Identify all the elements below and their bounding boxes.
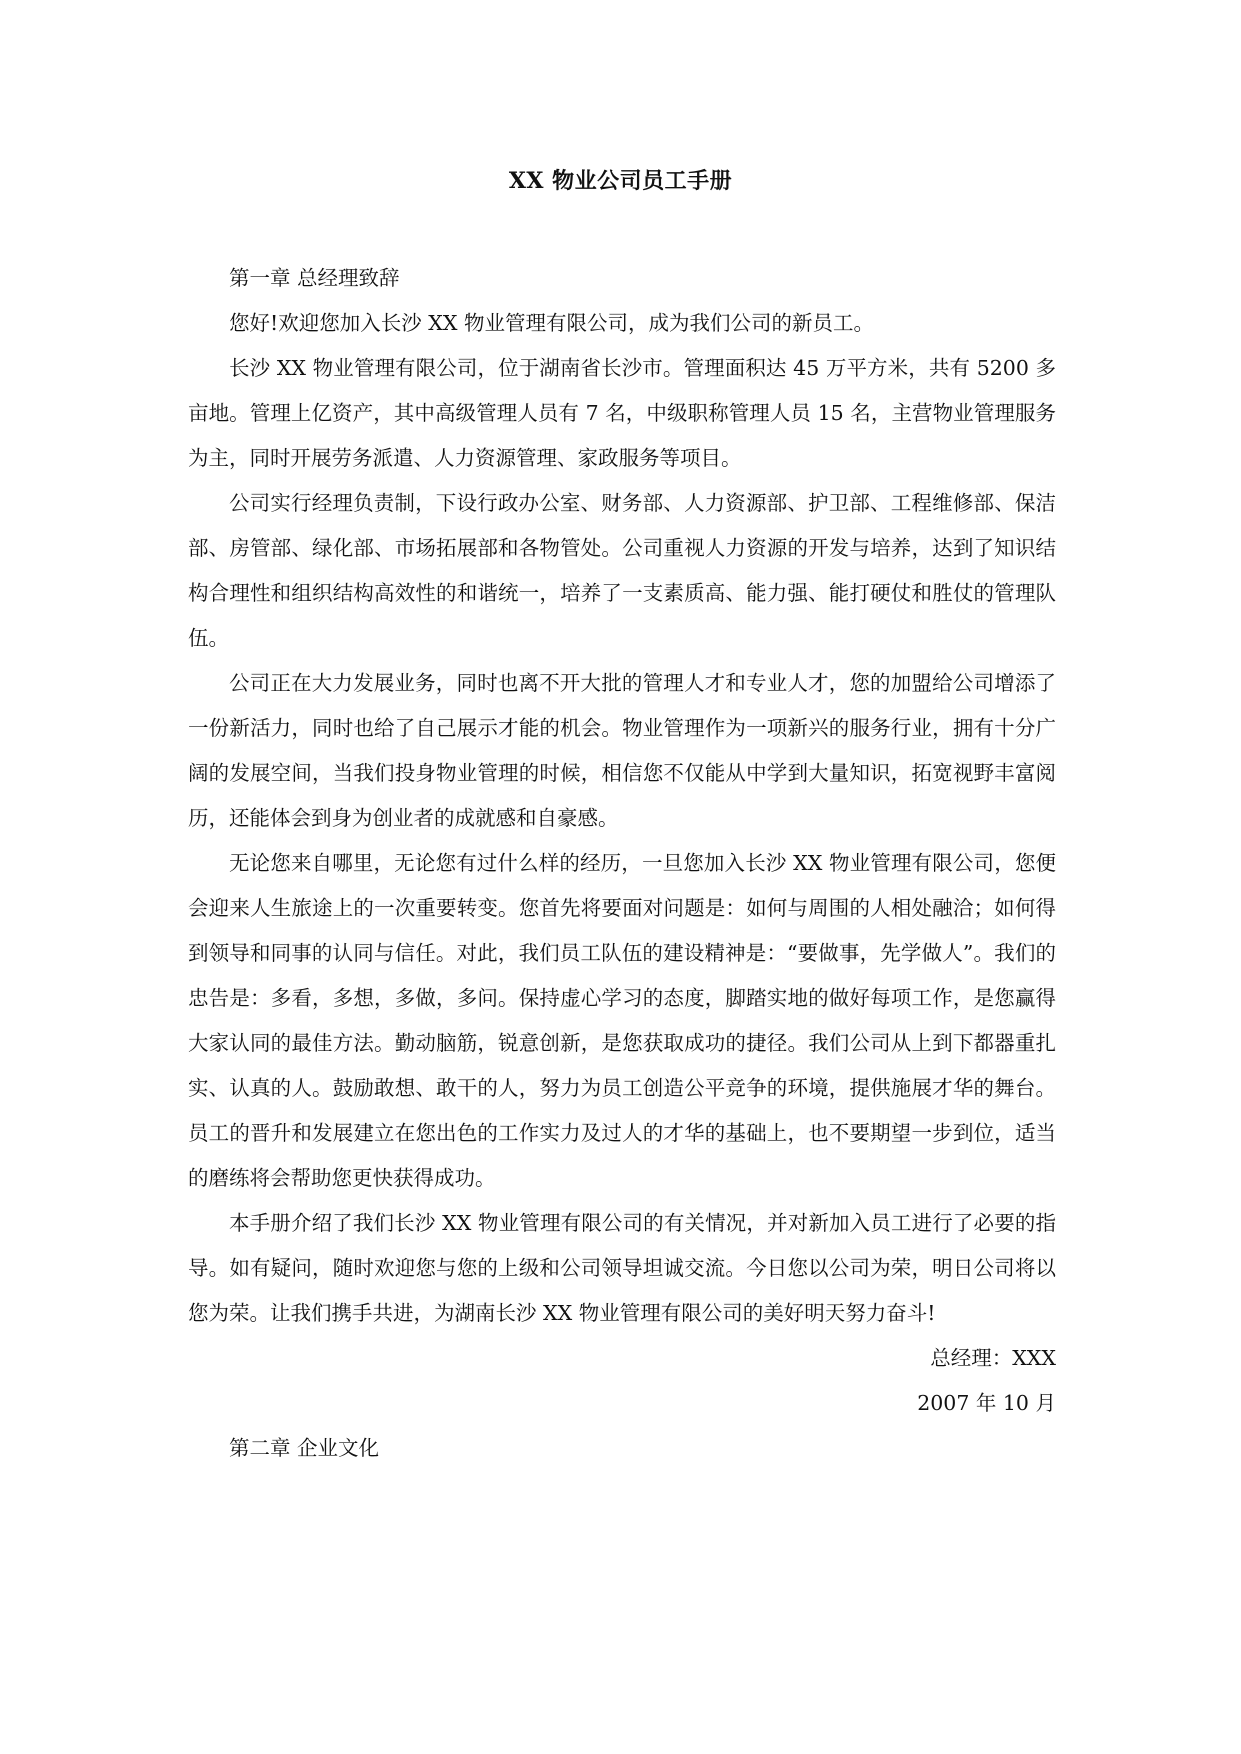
- paragraph-company-intro: 长沙 XX 物业管理有限公司，位于湖南省长沙市。管理面积达 45 万平方米，共有 5200 多亩地。管理上亿资产，其中高级管理人员有 7 名，中级职称管理人员 15 名，主营物业管理服务为主，同时开展劳务派遣、人力资源管理、家政服务等项目。: [188, 356, 1056, 470]
- chapter-2-heading: 第二章 企业文化: [229, 1436, 380, 1460]
- paragraph-advice: 无论您来自哪里，无论您有过什么样的经历，一旦您加入长沙 XX 物业管理有限公司，您便会迎来人生旅途上的一次重要转变。您首先将要面对问题是：如何与周围的人相处融洽；如何得到领导和同事的认同与信任。对此，我们员工队伍的建设精神是：“要做事，先学做人”。我们的忠告是：多看，多想，多做，多问。保持虚心学习的态度，脚踏实地的做好每项工作，是您赢得大家认同的最佳方法。勤动脑筋，锐意创新，是您获取成功的捷径。我们公司从上到下都器重扎实、认真的人。鼓励敢想、敢干的人，努力为员工创造公平竞争的环境，提供施展才华的舞台。员工的晋升和发展建立在您出色的工作实力及过人的才华的基础上，也不要期望一步到位，适当的磨练将会帮助您更快获得成功。: [188, 851, 1056, 1190]
- signature: 总经理：XXX: [930, 1346, 1056, 1370]
- paragraph-organization: 公司实行经理负责制，下设行政办公室、财务部、人力资源部、护卫部、工程维修部、保洁部、房管部、绿化部、市场拓展部和各物管处。公司重视人力资源的开发与培养，达到了知识结构合理性和组织结构高效性的和谐统一，培养了一支素质高、能力强、能打硬仗和胜仗的管理队伍。: [188, 491, 1056, 650]
- paragraph-development: 公司正在大力发展业务，同时也离不开大批的管理人才和专业人才，您的加盟给公司增添了一份新活力，同时也给了自己展示才能的机会。物业管理作为一项新兴的服务行业，拥有十分广阔的发展空间，当我们投身物业管理的时候，相信您不仅能从中学到大量知识，拓宽视野丰富阅历，还能体会到身为创业者的成就感和自豪感。: [188, 671, 1056, 830]
- date: 2007 年 10 月: [917, 1391, 1056, 1415]
- document-body: [188, 256, 1056, 1471]
- paragraph-welcome: 您好!欢迎您加入长沙 XX 物业管理有限公司，成为我们公司的新员工。: [229, 311, 874, 335]
- document-title: XX 物业公司员工手册: [508, 168, 733, 194]
- chapter-1-heading: 第一章 总经理致辞: [229, 266, 400, 290]
- paragraph-handbook-intro: 本手册介绍了我们长沙 XX 物业管理有限公司的有关情况，并对新加入员工进行了必要的指导。如有疑问，随时欢迎您与您的上级和公司领导坦诚交流。今日您以公司为荣，明日公司将以您为荣。让我们携手共进，为湖南长沙 XX 物业管理有限公司的美好明天努力奋斗!: [188, 1211, 1056, 1325]
